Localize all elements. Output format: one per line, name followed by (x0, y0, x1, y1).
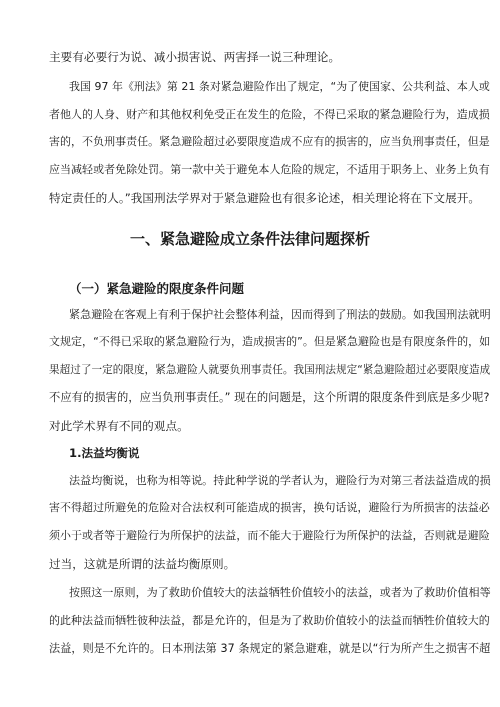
paragraph-2-line-1: 我国 97 年《刑法》第 21 条对紧急避险作出了规定，“为了使国家、公共利益、本人或 (69, 80, 490, 93)
paragraph-3-line-1: 紧急避险在客观上有利于保护社会整体利益，因而得到了刑法的鼓励。如我国刑法就明 (69, 308, 491, 321)
paragraph-4-line-2: 害不得超过所避免的危险对合法权利可能造成的损害，换句话说，避险行为所损害的法益必 (49, 501, 490, 514)
section-title: 一、紧急避险成立条件法律问题探析 (129, 230, 370, 248)
paragraph-2-line-4: 应当减轻或者免除处罚。第一款中关于避免本人危险的规定，不适用于职务上、业务上负有 (49, 163, 490, 176)
paragraph-3-line-2: 文规定，“不得已采取的紧急避险行为，造成损害的”。但是紧急避险也是有限度条件的，如 (49, 335, 491, 348)
paragraph-3-line-4: 不应有的损害的，应当负刑事责任。” 现在的问题是，这个所谓的限度条件到底是多少呢? (49, 391, 490, 404)
paragraph-2-line-5: 特定责任的人。”我国刑法学界对于紧急避险也有很多论述，相关理论将在下文展开。 (49, 191, 481, 205)
paragraph-1-line-1: 主要有必要行为说、减小损害说、两害择一说三种理论。 (49, 50, 341, 64)
minor-heading: 1.法益均衡说 (69, 446, 140, 460)
paragraph-5-line-1: 按照这一原则，为了救助价值较大的法益牺牲价值较小的法益，或者为了救助价值相等 (69, 586, 491, 599)
paragraph-5-line-3: 法益，则是不允许的。日本刑法第 37 条规定的紧急避难，就是以“行为所产生之损害不超 (49, 642, 491, 655)
paragraph-4-line-4: 过当，这就是所谓的法益均衡原则。 (49, 557, 236, 571)
paragraph-3-line-5: 对此学术界有不同的观点。 (49, 419, 189, 433)
paragraph-4-line-1: 法益均衡说，也称为相等说。持此种学说的学者认为，避险行为对第三者法益造成的损 (69, 474, 491, 487)
subsection-title: （一）紧急避险的限度条件问题 (69, 281, 245, 296)
paragraph-3-line-3: 果超过了一定的限度，紧急避险人就要负刑事责任。我国刑法规定“紧急避险超过必要限度造成 (49, 364, 491, 376)
paragraph-2-line-2: 者他人的人身、财产和其他权利免受正在发生的危险，不得已采取的紧急避险行为，造成损 (49, 108, 490, 121)
paragraph-4-line-3: 须小于或者等于避险行为所保护的法益，而不能大于避险行为所保护的法益，否则就是避险 (49, 529, 490, 542)
paragraph-2-line-3: 害的，不负刑事责任。紧急避险超过必要限度造成不应有的损害的，应当负刑事责任，但是 (49, 135, 490, 148)
paragraph-5-line-2: 的此种法益而牺牲彼种法益，都是允许的，但是为了救助价值较小的法益而牺牲价值较大的 (49, 614, 490, 627)
